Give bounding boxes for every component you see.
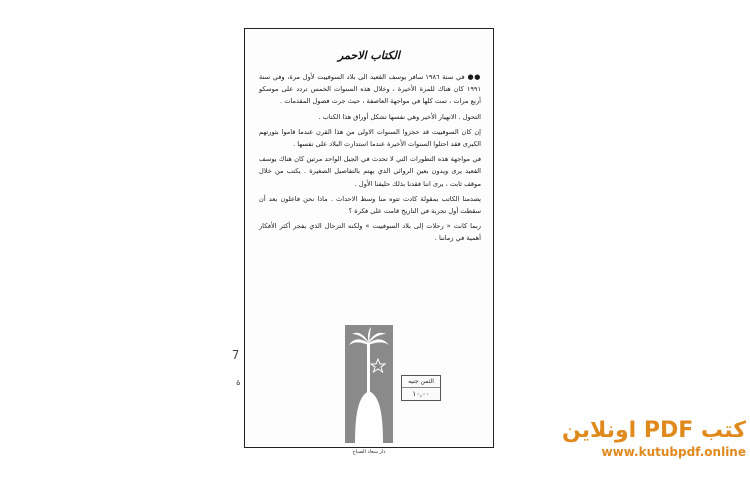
publisher-name: دار سعاد الصباح bbox=[352, 449, 386, 455]
watermark-arabic: كتب PDF اونلاين bbox=[561, 418, 746, 443]
bullet-icon: ●● bbox=[464, 73, 481, 81]
site-watermark bbox=[562, 418, 746, 460]
edge-char: ة bbox=[236, 378, 241, 388]
paragraph: التحول . الانهيار الأخير وهي نفسها تشكل أوراق هذا الكتاب . bbox=[318, 112, 481, 121]
book-back-cover bbox=[244, 28, 494, 455]
paragraph: ربما كانت « رحلات إلى بلاد السوفييت » ولكنه الترحال الذي يفجر أكثر الأفكار أهمية في زماننا . bbox=[259, 222, 481, 243]
price-box bbox=[401, 375, 441, 401]
synopsis-text bbox=[259, 71, 481, 248]
paragraph: يصدمنا الكاتب بمقولة كادت تتوه منا وسط الاحداث . ماذا نحن فاعلون بعد أن سقطت أول تجربة في التاريخ قامت على فكرة ؟ bbox=[259, 194, 481, 216]
book-title: الكتاب الاحمر bbox=[338, 49, 400, 62]
watermark-url: www.kutubpdf.online bbox=[601, 445, 746, 459]
paragraph: في مواجهة هذه التطورات التي لا تحدث في الجيل الواحد مرتين كان هناك يوسف القعيد يرى ويدون بعين الروائي الذي يهتم بالتفاصيل الصغيرة . يكتب من خلال موقف ثابت ، يرى اننا فقدنا بذلك حليفنا الأول . bbox=[259, 155, 481, 188]
price-value: ١٠,٠٠ bbox=[412, 390, 430, 398]
paragraph: ●● في سنة ١٩٨٦ سافر يوسف القعيد الى بلاد السوفييت لأول مرة، وفي سنة ١٩٩١ كان هناك للمرة الأخيرة ، وخلال هذه السنوات الخمس تردد على موسكو أربع مرات ، تمت كلها في مواجهة العاصفة ، حيث جرت فصول المقدمات . bbox=[259, 73, 481, 106]
palm-tree-star-emblem-icon bbox=[345, 325, 393, 443]
edge-number: 7 bbox=[232, 348, 240, 362]
price-label: الثمن جنيه bbox=[402, 376, 440, 388]
paragraph: إن كان السوفييت قد حجزوا السنوات الاولى من هذا القرن عندما قاموا بثورتهم الكبرى فقد احتلوا السنوات الأخيرة عندما استدارت البلاد على نفسها . bbox=[259, 127, 481, 149]
